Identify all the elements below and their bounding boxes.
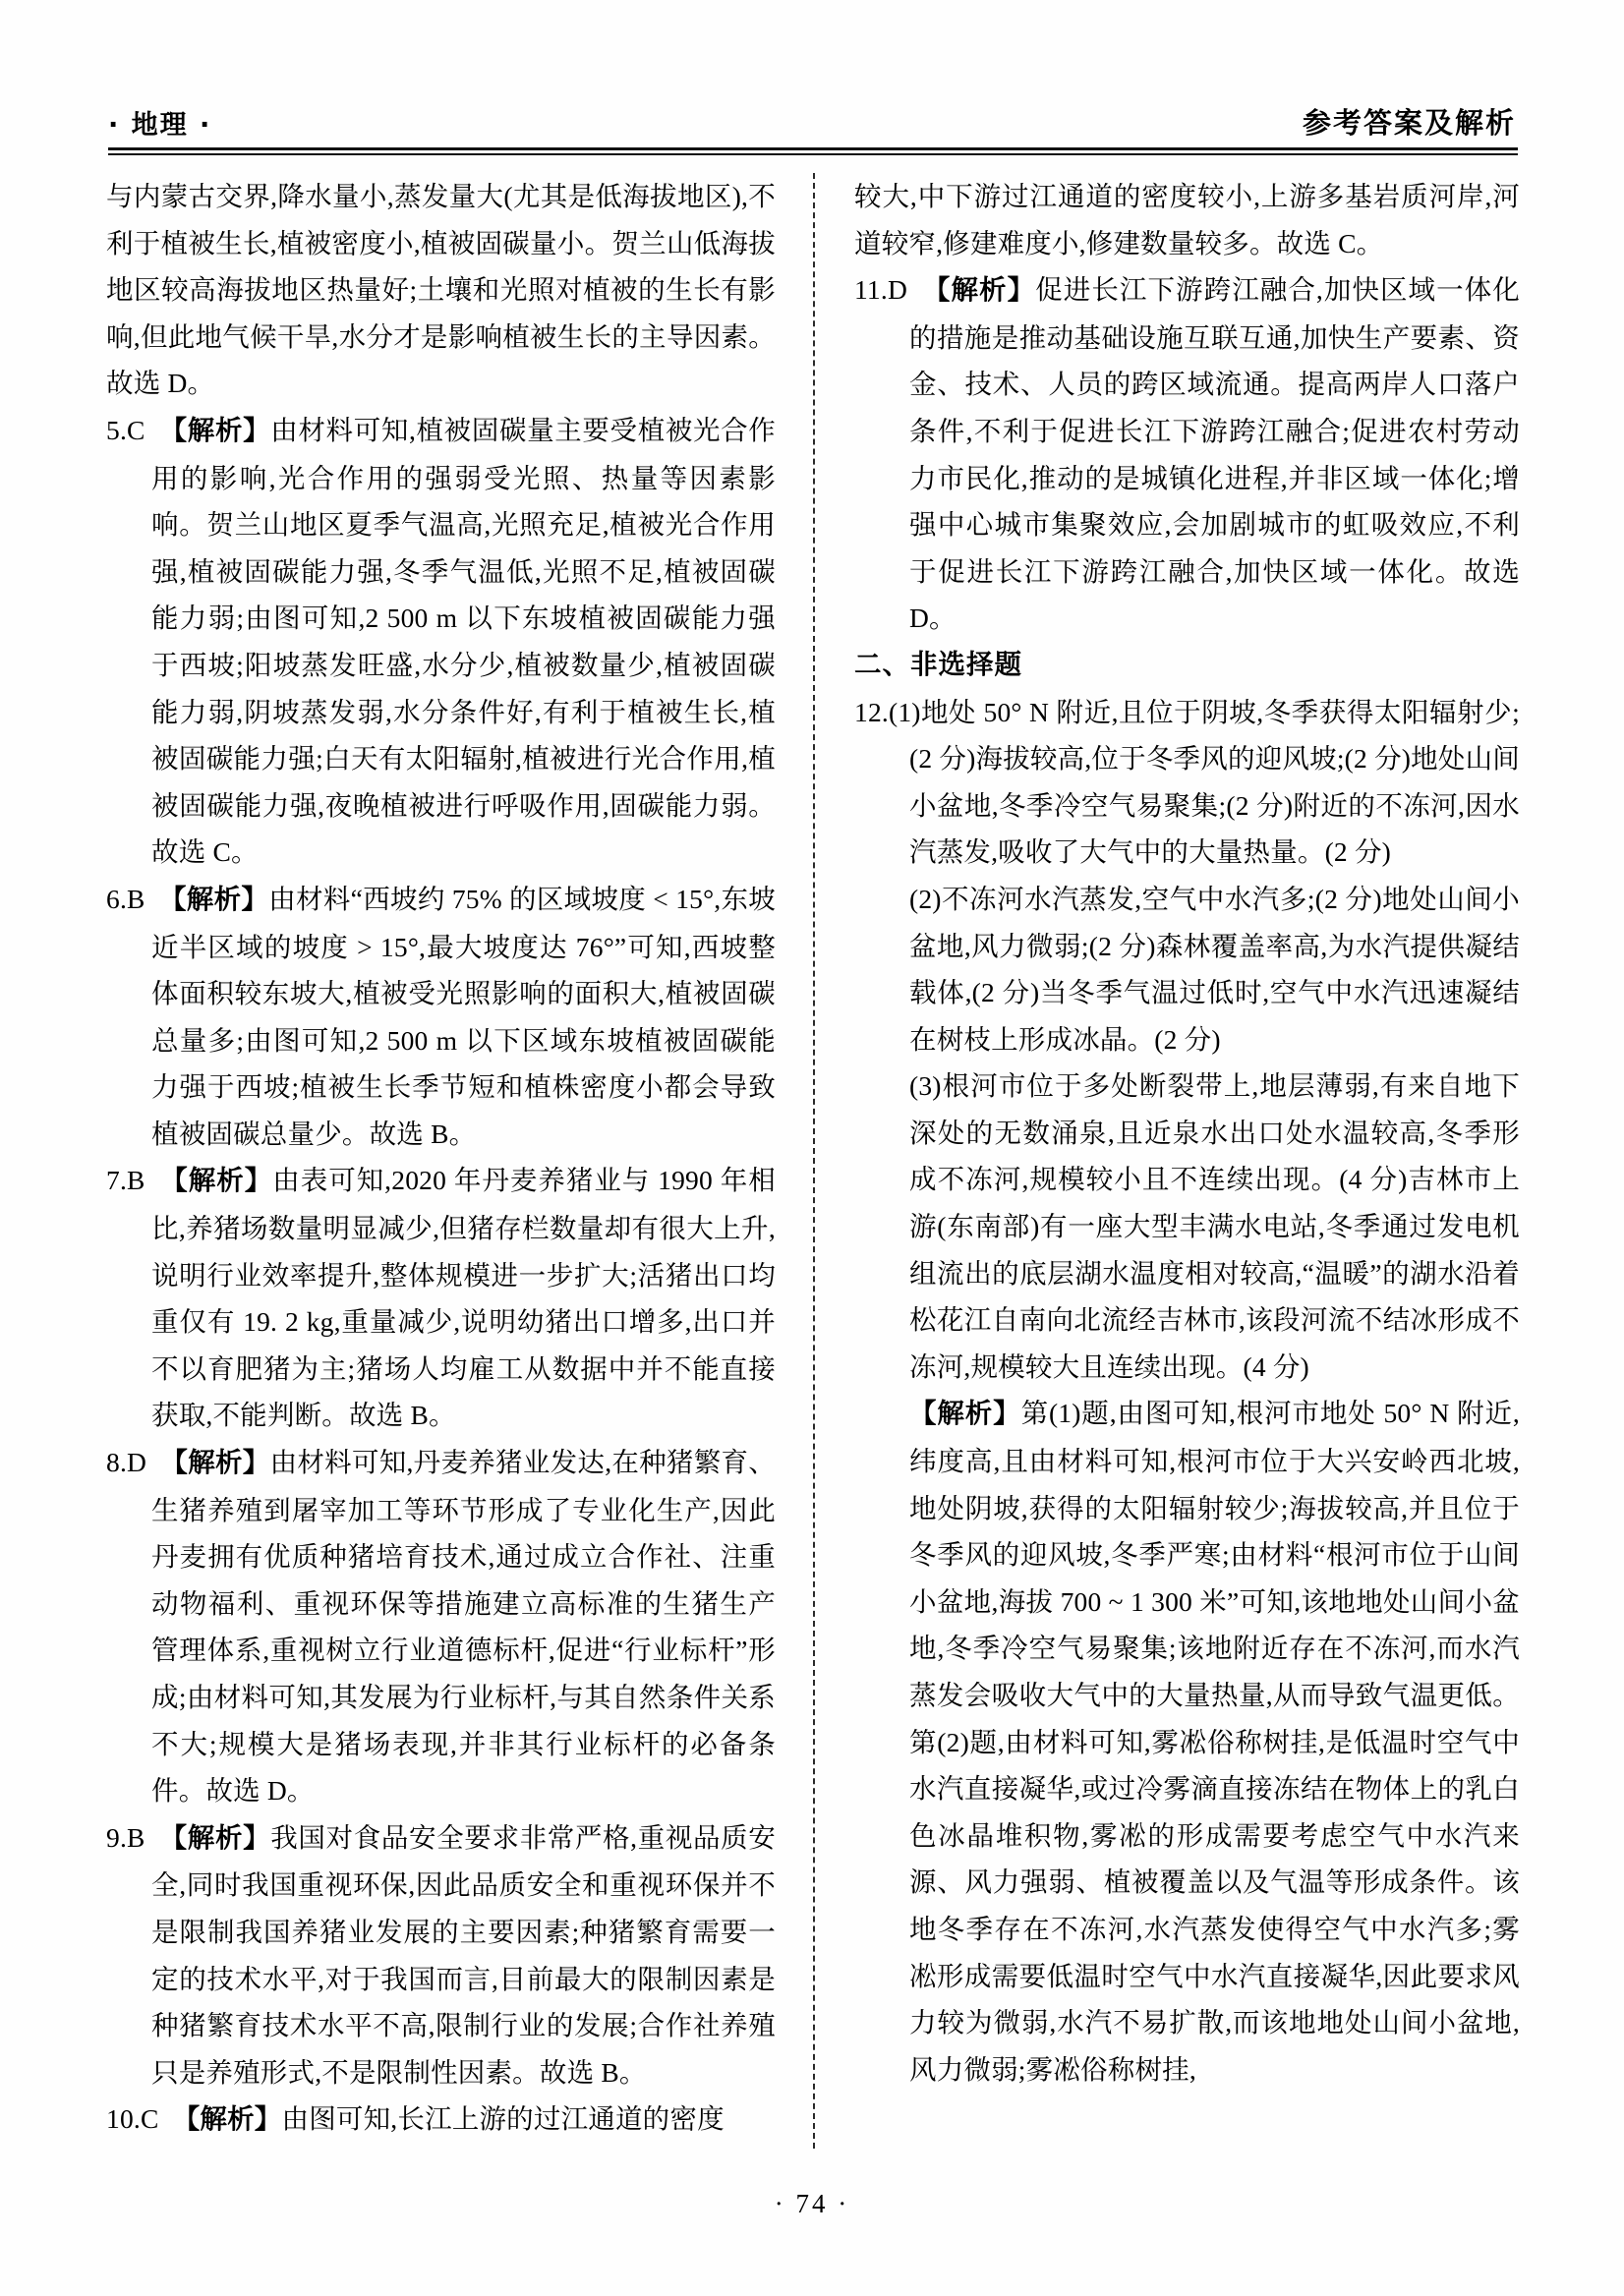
continuation-line-5: 响植被生长的主导因素。故选 D。 (106, 320, 777, 399)
question-12-part-1 (854, 689, 1520, 876)
analysis-tag: 【解析】 (158, 883, 269, 915)
item-body: 由材料可知,丹麦养猪业发达,在种猪繁育、生猪养殖到屠宰加工等环节形成了专业化生产,因此丹麦拥有优质种猪培育技术,通过成立合作社、注重动物福利、重视环保等措施建立高标准的生猪生产管理体系,重视树立行业道德标杆,促进“行业标杆”形成;由材料可知,其发展为行业标杆,与其自然条件关系不大;规模大是猪场表现,并非其行业标杆的必备条件。故选 D。 (151, 1447, 776, 1807)
analysis-body: 第(1)题,由图可知,根河市地处 50° N 附近,纬度高,且由材料可知,根河市位于大兴安岭西北坡,地处阴坡,获得的太阳辐射较少;海拔较高,并且位于冬季风的迎风坡,冬季严寒;由材料“根河市位于山间小盆地,海拔 700 ~ 1 300 米”可知,该地地处山间小盆地,冬季冷空气易聚集;该地附近存在不冻河,而水汽蒸发会吸收大气中的大量热量,从而导致气温更低。第(2)题,由材料可知,雾凇俗称树挂,是低温时空气中水汽直接凝华,或过冷雾滴直接冻结在物体上的乳白色冰晶堆积物,雾凇的形成需要考虑空气中水汽来源、风力强弱、植被覆盖以及气温等形成条件。该地冬季存在不冻河,水汽蒸发使得空气中水汽多;雾凇形成需要低温时空气中水汽直接凝华,因此要求风力较为微弱,水汽不易扩散,而该地地处山间小盆地,风力微弱;雾凇俗称树挂, (909, 1398, 1520, 2085)
analysis-tag: 【解析】 (159, 1821, 271, 1854)
item-answer-letter: D (127, 1447, 147, 1478)
item-number: 7. (106, 1165, 128, 1196)
answer-item-11 (854, 266, 1520, 642)
question-12-part-3: (3)根河市位于多处断裂带上,地层薄弱,有来自地下深处的无数涌泉,且近泉水出口处水温较高,冬季形成不冻河,规模较小且不连续出现。(4 分)吉林市上游(东南部)有一座大型丰满水电站,冬季通过发电机组流出的底层湖水温度相对较高,“温暖”的湖水沿着松花江自南向北流经吉林市,该段河流不结冰形成不冻河,规模较大且连续出现。(4 分) (909, 1070, 1520, 1382)
item-body: 由图可知,长江上游的过江通道的密度 (281, 2103, 725, 2135)
analysis-tag: 【解析】 (172, 2103, 282, 2136)
analysis-tag: 【解析】 (159, 414, 271, 446)
answer-item-9 (106, 1814, 776, 2096)
item-number: 11. (854, 274, 888, 306)
analysis-tag: 【解析】 (160, 1165, 273, 1197)
running-head (108, 96, 1516, 142)
answer-item-5 (106, 407, 776, 876)
running-head-subject: · 地理 · (108, 110, 212, 141)
item-body: 由材料可知,植被固碳量主要受植被光合作用的影响,光合作用的强弱受光照、热量等因素影响。贺兰山地区夏季气温高,光照充足,植被光合作用强,植被固碳能力强,冬季气温低,光照不足,植被固碳能力弱;由图可知,2 500 m 以下东坡植被固碳能力强于西坡;阳坡蒸发旺盛,水分少,植被数量少,植被固碳能力弱,阴坡蒸发弱,水分条件好,有利于植被生长,植被固碳能力强;白天有太阳辐射,植被进行光合作用,植被固碳能力强,夜晚植被进行呼吸作用,固碳能力弱。故选 C。 (151, 414, 776, 868)
answer-item-8 (106, 1439, 776, 1814)
right-column (813, 173, 1520, 2149)
continuation-paragraph (854, 173, 1520, 266)
continuation-line-1: 与内蒙古交界,降水量小,蒸发量大(尤其是低海拔 (106, 181, 677, 211)
header-divider-thick-line (108, 147, 1518, 150)
item-number: 6. (106, 883, 128, 914)
item-answer-letter: C (140, 2103, 159, 2135)
page-number: · 74 · (774, 2189, 850, 2218)
left-column (106, 173, 813, 2149)
continuation-line-1: 较大,中下游过江通道的密度较小,上游多基岩质河 (854, 181, 1458, 211)
item-number: 5. (106, 414, 128, 445)
item-answer-letter: D (887, 274, 908, 306)
question-12-part-2: (2)不冻河水汽蒸发,空气中水汽多;(2 分)地处山间小盆地,风力微弱;(2 分)森林覆盖率高,为水汽提供凝结载体,(2 分)当冬季气温过低时,空气中水汽迅速凝结在树枝上形成冰晶。(2 分) (909, 883, 1520, 1055)
item-body: 由表可知,2020 年丹麦养猪业与 1990 年相比,养猪场数量明显减少,但猪存栏数量却有很大上升,说明行业效率提升,整体规模进一步扩大;活猪出口均重仅有 19. 2 kg,重量减少,说明幼猪出口增多,出口并不以育肥猪为主;猪场人均雇工从数据中并不能直接获取,不能判断。故选 B。 (151, 1165, 776, 1431)
analysis-tag: 【解析】 (909, 1398, 1021, 1430)
running-head-title: 参考答案及解析 (1302, 106, 1516, 140)
two-column-body (106, 173, 1520, 2149)
answer-item-10 (106, 2095, 776, 2144)
item-answer-letter: B (127, 883, 145, 914)
answer-item-7 (106, 1157, 776, 1439)
section-heading-non-choice: 二、非选择题 (854, 648, 1022, 680)
item-answer-letter: B (127, 1821, 145, 1853)
item-body: 促进长江下游跨江融合,加快区域一体化的措施是推动基础设施互联互通,加快生产要素、资金、技术、人员的跨区域流通。提高两岸人口落户条件,不利于促进长江下游跨江融合;促进农村劳动力市民化,推动的是城镇化进程,并非区域一体化;增强中心城市集聚效应,会加剧城市的虹吸效应,不利于促进长江下游跨江融合,加快区域一体化。故选 D。 (909, 274, 1520, 634)
continuation-paragraph (106, 173, 776, 407)
item-number: 9. (106, 1821, 128, 1853)
header-divider (108, 147, 1518, 156)
item-body: 由材料“西坡约 75% 的区域坡度 < 15°,东坡近半区域的坡度 > 15°,最大坡度达 76°”可知,西坡整体面积较东坡大,植被受光照影响的面积大,植被固碳总量多;由图可知,2 500 m 以下区域东坡植被固碳能力强于西坡;植被生长季节短和植株密度小都会导致植被固碳总量少。故选 B。 (151, 883, 776, 1149)
item-answer-letter: B (127, 1165, 145, 1196)
item-number: 12. (854, 696, 889, 727)
part-text: (1)地处 50° N 附近,且位于阴坡,冬季获得太阳辐射少;(2 分)海拔较高,位于冬季风的迎风坡;(2 分)地处山间小盆地,冬季冷空气易聚集;(2 分)附近的不冻河,因水汽蒸发,吸收了大气中的大量热量。(2 分) (888, 696, 1520, 868)
continuation-line-3: 贺兰山低海拔地区较高海拔地区热量好;土壤和光照 (106, 227, 776, 306)
question-12-analysis (854, 1390, 1520, 2093)
item-number: 10. (106, 2103, 141, 2135)
item-body: 我国对食品安全要求非常严格,重视品质安全,同时我国重视环保,因此品质安全和重视环保并不是限制我国养猪业发展的主要因素;种猪繁育需要一定的技术水平,对于我国而言,目前最大的限制因素是种猪繁育技术水平不高,限制行业的发展;合作社养殖只是养殖形式,不是限制性因素。故选 B。 (151, 1821, 776, 2088)
analysis-tag: 【解析】 (922, 274, 1036, 307)
item-answer-letter: C (127, 414, 145, 445)
item-number: 8. (106, 1447, 128, 1478)
header-divider-thin-line (108, 153, 1518, 155)
answer-item-6 (106, 876, 776, 1158)
continuation-line-2: 岸,河道较窄,修建难度小,修建数量较多。故选 C。 (854, 181, 1520, 258)
analysis-tag: 【解析】 (160, 1447, 270, 1479)
continuation-line-2: 地区),不利于植被生长,植被密度小,植被固碳量小。 (106, 181, 776, 258)
continuation-line-4: 对植被的生长有影响,但此地气候干旱,水分才是影 (106, 274, 776, 352)
